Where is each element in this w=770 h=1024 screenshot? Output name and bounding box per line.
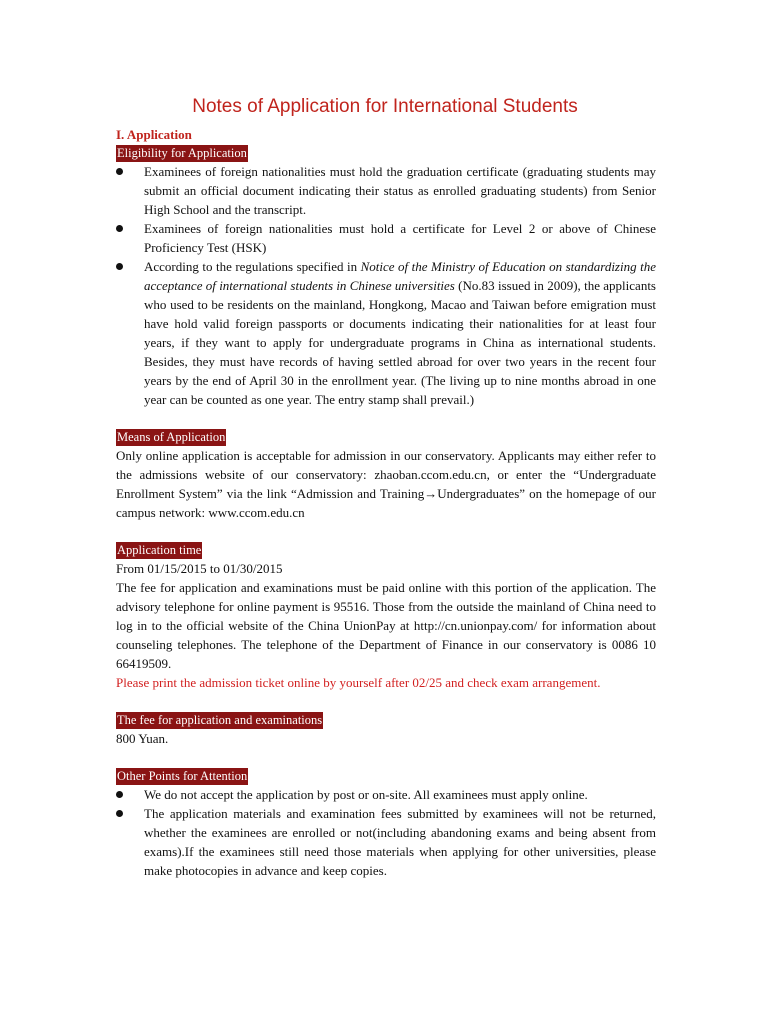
subheading-other-points: Other Points for Attention [117,769,248,783]
bullet-icon [116,263,123,270]
list-item-text: Examinees of foreign nationalities must hold the graduation certificate (graduating students may submit an official document indicating their status as enrolled graduating students) from Senior High School and the transcript. [144,164,656,217]
notice-citation: Notice of the Ministry of Education on standardizing the acceptance of international students in Chinese universities [144,259,656,293]
list-item-text-pre: According to the regulations specified in [144,259,361,274]
admission-ticket-notice: Please print the admission ticket online by yourself after 02/25 and check exam arrangement. [116,675,601,690]
list-item [116,162,656,219]
other-points-list [116,785,656,880]
document-title: Notes of Application for International Students [192,96,578,117]
subheading-eligibility: Eligibility for Application [117,146,247,160]
list-item-text: Examinees of foreign nationalities must hold a certificate for Level 2 or above of Chinese Proficiency Test (HSK) [144,221,656,255]
subheading-means: Means of Application [117,430,226,444]
fee-amount: 800 Yuan. [116,731,169,746]
application-time-text: The fee for application and examinations must be paid online with this portion of the application. The advisory telephone for online payment is 95516. Those from the outside the mainland of China need to log in to the official website of the China UnionPay at http://cn.unionpay.com/ for information about counseling telephones. The telephone of the Department of Finance in our conservatory is 0086 10 66419509. [116,580,656,671]
subheading-fee: The fee for application and examinations [117,713,323,727]
list-item [116,804,656,880]
bullet-icon [116,810,123,817]
application-dates: From 01/15/2015 to 01/30/2015 [116,561,283,576]
list-item [116,257,656,409]
means-text: Only online application is acceptable for admission in our conservatory. Applicants may either refer to the admissions website of our conservatory: zhaoban.ccom.edu.cn, or enter the “Undergraduate Enrollment System” via the link “Admission and Training→Undergraduates” on the homepage of our campus network: www.ccom.edu.cn [116,448,656,520]
eligibility-list [116,162,656,409]
list-item-text: The application materials and examination fees submitted by examinees will not be returned, whether the examinees are enrolled or not(including abandoning exams and being absent from exams).If the examinees still need those materials when applying for other universities, please make photocopies in advance and keep copies. [144,806,656,878]
document-body [116,126,656,880]
bullet-icon [116,168,123,175]
list-item [116,785,656,804]
bullet-icon [116,791,123,798]
list-item-text: We do not accept the application by post or on-site. All examinees must apply online. [144,787,588,802]
list-item [116,219,656,257]
section-heading-application: I. Application [116,127,192,142]
bullet-icon [116,225,123,232]
subheading-application-time: Application time [117,543,202,557]
list-item-text-post: (No.83 issued in 2009), the applicants who used to be residents on the mainland, Hongkong, Macao and Taiwan before emigration must have hold valid foreign passports or documents indicating their nationalities for at least four years, if they want to apply for undergraduate programs in China as international students. Besides, they must have records of having settled abroad for over two years in the recent four years by the end of April 30 in the enrollment year. (The living up to nine months abroad in one year can be counted as one year. The entry stamp shall prevail.) [144,278,656,407]
